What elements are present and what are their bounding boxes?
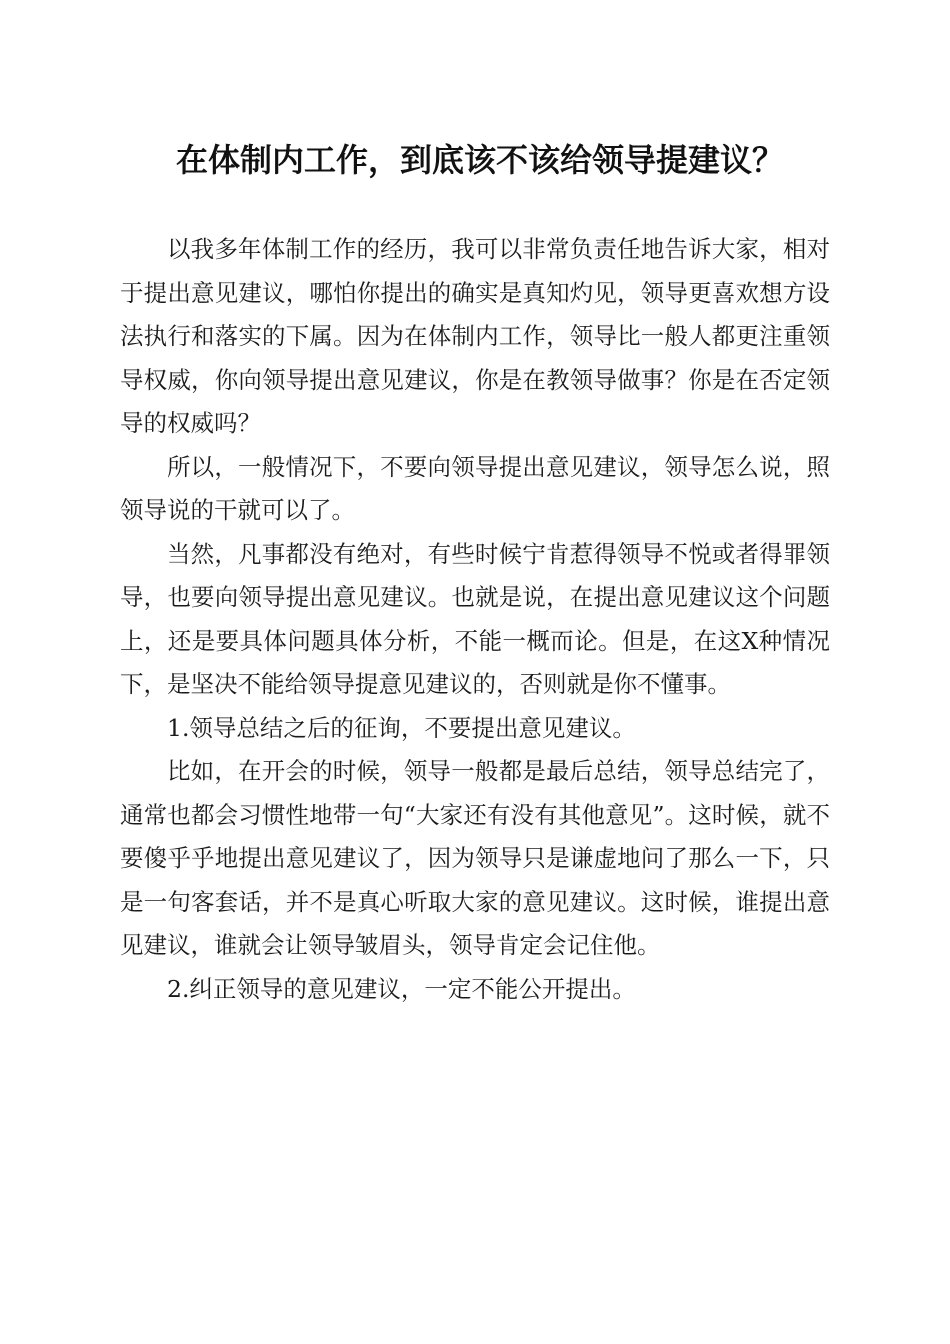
list-heading-1: 1.领导总结之后的征询，不要提出意见建议。 (167, 713, 636, 742)
paragraph: 所以，一般情况下，不要向领导提出意见建议，领导怎么说，照领导说的干就可以了。 (120, 452, 830, 524)
paragraph: 以我多年体制工作的经历，我可以非常负责任地告诉大家，相对于提出意见建议，哪怕你提出的确实是真知灼见，领导更喜欢想方设法执行和落实的下属。因为在体制内工作，领导比一般人都更注重领导权威，你向领导提出意见建议，你是在教领导做事？你是在否定领导的权威吗？ (120, 235, 830, 437)
paragraph: 当然，凡事都没有绝对，有些时候宁肯惹得领导不悦或者得罪领导，也要向领导提出意见建议。也就是说，在提出意见建议这个问题上，还是要具体问题具体分析，不能一概而论。但是，在这X种情况下，是坚决不能给领导提意见建议的，否则就是你不懂事。 (120, 539, 830, 698)
document-title: 在体制内工作，到底该不该给领导提建议？ (175, 141, 784, 179)
paragraph: 比如，在开会的时候，领导一般都是最后总结，领导总结完了，通常也都会习惯性地带一句“大家还有没有其他意见”。这时候，就不要傻乎乎地提出意见建议了，因为领导只是谦虚地问了那么一下，只是一句客套话，并不是真心听取大家的意见建议。这时候，谁提出意见建议，谁就会让领导皱眉头，领导肯定会记住他。 (120, 757, 830, 959)
list-heading-2: 2.纠正领导的意见建议，一定不能公开提出。 (167, 974, 636, 1003)
document-body (120, 228, 830, 1011)
